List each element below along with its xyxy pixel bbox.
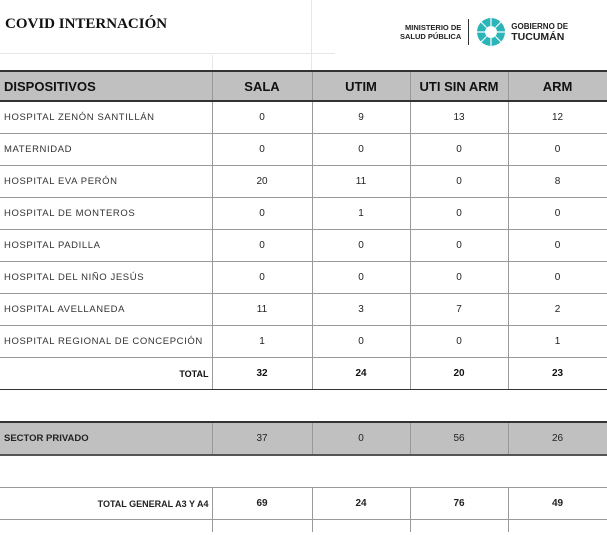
cell: 0 [212, 134, 312, 166]
spacer-row [0, 390, 607, 423]
table-row [0, 101, 607, 134]
private-sector-row [0, 422, 607, 455]
spacer-row [0, 455, 607, 488]
cell: 0 [212, 262, 312, 294]
gov-line2: TUCUMÁN [511, 31, 565, 43]
cell: 0 [410, 262, 508, 294]
hospital-name: HOSPITAL ZENÓN SANTILLÁN [0, 101, 212, 134]
sun-emblem-icon [476, 17, 506, 47]
cell: 0 [410, 230, 508, 262]
cell: 1 [212, 326, 312, 358]
hospital-name: HOSPITAL EVA PERÓN [0, 166, 212, 198]
cell: 0 [312, 422, 410, 455]
cell: 12 [508, 101, 607, 134]
cell: 0 [212, 101, 312, 134]
hospital-name: HOSPITAL DEL NIÑO JESÚS [0, 262, 212, 294]
total-label: TOTAL [0, 358, 212, 390]
ministry-line2: SALUD PÚBLICA [400, 32, 462, 41]
cell: 49 [508, 488, 607, 520]
ministry-name [400, 23, 461, 41]
cell: 0 [508, 262, 607, 294]
cell: 0 [410, 166, 508, 198]
cell: 0 [212, 230, 312, 262]
cell: 0 [410, 198, 508, 230]
table-row [0, 230, 607, 262]
cell: 13 [410, 101, 508, 134]
header-row [0, 71, 607, 101]
empty-row [0, 520, 607, 533]
total-row [0, 358, 607, 390]
cell: 11 [212, 294, 312, 326]
cell: 69 [212, 488, 312, 520]
grand-total-label: TOTAL GENERAL A3 Y A4 [0, 488, 212, 520]
header-arm: ARM [508, 71, 607, 101]
cell: 7 [410, 294, 508, 326]
header-uti-sin-arm: UTI SIN ARM [410, 71, 508, 101]
cell: 9 [312, 101, 410, 134]
hospital-name: HOSPITAL PADILLA [0, 230, 212, 262]
header-sala: SALA [212, 71, 312, 101]
cell: 0 [312, 134, 410, 166]
cell: 0 [212, 198, 312, 230]
hospitalization-table [0, 70, 607, 532]
cell: 20 [410, 358, 508, 390]
cell: 37 [212, 422, 312, 455]
table-row [0, 294, 607, 326]
gridline [0, 53, 335, 54]
header-utim: UTIM [312, 71, 410, 101]
hospital-name: MATERNIDAD [0, 134, 212, 166]
gridline [311, 0, 312, 70]
cell: 3 [312, 294, 410, 326]
hospital-name: HOSPITAL AVELLANEDA [0, 294, 212, 326]
gov-line1: GOBIERNO DE [511, 22, 569, 31]
cell: 32 [212, 358, 312, 390]
table-row [0, 198, 607, 230]
cell: 76 [410, 488, 508, 520]
cell: 11 [312, 166, 410, 198]
government-name [511, 21, 568, 43]
cell: 2 [508, 294, 607, 326]
ministry-line1: MINISTERIO DE [404, 23, 462, 32]
gridline [212, 55, 213, 70]
table-row [0, 166, 607, 198]
cell: 0 [508, 198, 607, 230]
cell: 0 [508, 230, 607, 262]
cell: 8 [508, 166, 607, 198]
logo-divider [468, 19, 469, 45]
government-logo [400, 17, 568, 47]
cell: 0 [508, 134, 607, 166]
table-row [0, 326, 607, 358]
cell: 56 [410, 422, 508, 455]
table-row [0, 134, 607, 166]
cell: 20 [212, 166, 312, 198]
page-title: COVID INTERNACIÓN [5, 16, 168, 32]
cell: 23 [508, 358, 607, 390]
hospital-name: HOSPITAL REGIONAL DE CONCEPCIÓN [0, 326, 212, 358]
cell: 0 [312, 262, 410, 294]
cell: 1 [508, 326, 607, 358]
grand-total-row [0, 488, 607, 520]
cell: 0 [410, 326, 508, 358]
table-row [0, 262, 607, 294]
header-dispositivos: DISPOSITIVOS [0, 71, 212, 101]
cell: 26 [508, 422, 607, 455]
cell: 0 [312, 230, 410, 262]
cell: 1 [312, 198, 410, 230]
private-label: SECTOR PRIVADO [0, 422, 212, 455]
cell: 0 [312, 326, 410, 358]
cell: 24 [312, 358, 410, 390]
hospital-name: HOSPITAL DE MONTEROS [0, 198, 212, 230]
cell: 0 [410, 134, 508, 166]
cell: 24 [312, 488, 410, 520]
